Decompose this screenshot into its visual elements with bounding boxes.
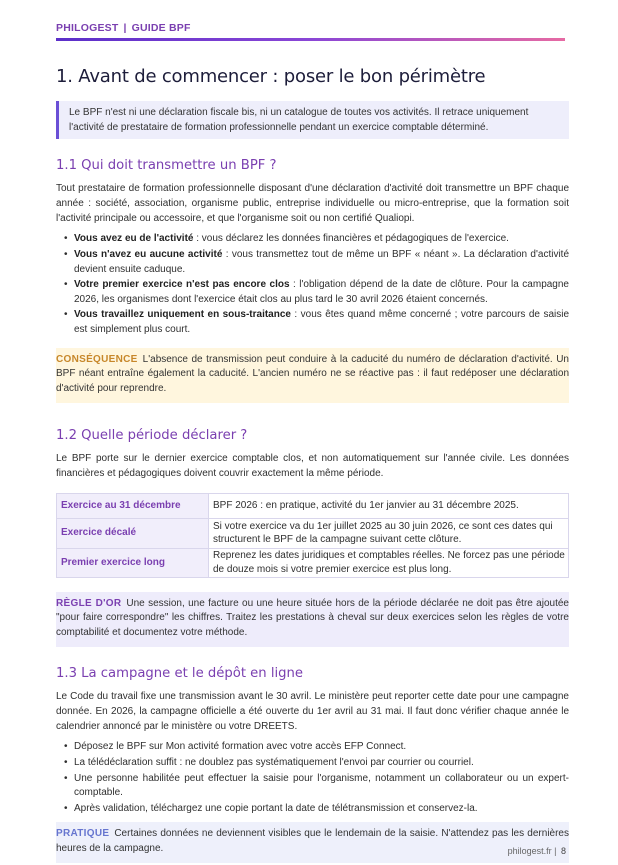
callout-tag: CONSÉQUENCE — [56, 353, 138, 365]
table-row — [57, 493, 569, 518]
list-item: • Après validation, téléchargez une copie portant la date de télétransmission et conservez-la. — [56, 802, 569, 817]
header-separator: | — [123, 22, 127, 34]
running-header — [56, 22, 565, 34]
list-item: • Vous avez eu de l'activité : vous déclarez les données financières et pédagogiques de l'exercice. — [56, 232, 569, 247]
chapter-title: 1. Avant de commencer : poser le bon périmètre — [56, 66, 486, 87]
callout-text: Une session, une facture ou une heure située hors de la période déclarée ne doit pas être ajoutée "pour faire correspondre" les chiffres. Traitez les prestations à cheval sur deux exercices selon les règles de votre comptabilité et documentez votre méthode. — [56, 597, 569, 639]
bullet-list-1-3 — [56, 740, 569, 816]
bullet-dot-icon: • — [64, 233, 68, 245]
guide-name: GUIDE BPF — [131, 22, 191, 34]
page-footer — [508, 846, 566, 856]
page-number: 8 — [560, 846, 566, 856]
table-key-cell: Exercice au 31 décembre — [57, 493, 209, 518]
bullet-list-1-1 — [56, 232, 569, 337]
section-title-1-3: 1.3 La campagne et le dépôt en ligne — [56, 665, 304, 681]
section-title-1-2: 1.2 Quelle période déclarer ? — [56, 427, 248, 443]
bullet-dot-icon: • — [64, 741, 68, 753]
table-row — [57, 518, 569, 548]
chapter-lead: Le BPF n'est ni une déclaration fiscale bis, ni un catalogue de toutes vos activités. Il retrace uniquement l'activité de prestataire de formation professionnelle pendant un exercice comptable déterminé. — [56, 101, 569, 139]
footer-site: philogest.fr — [507, 846, 552, 856]
header-gradient-bar — [56, 38, 565, 41]
bullet-dot-icon: • — [64, 279, 68, 291]
period-table — [56, 493, 569, 578]
list-item: • Vous travaillez uniquement en sous-traitance : vous êtes quand même concerné ; votre parcours de saisie est simplement plus court. — [64, 309, 570, 335]
brand-name: PHILOGEST — [56, 22, 119, 34]
table-value-cell: Reprenez les dates juridiques et comptables réelles. Ne forcez pas une période de douze mois si votre premier exercice est plus long. — [209, 548, 569, 577]
bullet-dot-icon: • — [64, 772, 68, 784]
callout-text: L'absence de transmission peut conduire à la caducité du numéro de déclaration d'activité. Un BPF néant entraîne également la caducité. L'ancien numéro ne se réactive pas : il faut redéposer une déclaration d'activité pour reprendre. — [56, 353, 569, 395]
bullet-dot-icon: • — [64, 248, 68, 260]
bullet-dot-icon: • — [64, 756, 68, 768]
practical-callout — [56, 822, 569, 863]
page-header — [56, 22, 565, 41]
table-key-cell: Premier exercice long — [57, 548, 209, 577]
bullet-dot-icon: • — [64, 802, 68, 814]
list-item: • Une personne habilitée peut effectuer la saisie pour l'organisme, notamment un collaborateur ou un expert-comptable. — [64, 772, 569, 799]
list-item: • La télédéclaration suffit : ne doublez pas systématiquement l'envoi par courrier ou courriel. — [56, 756, 569, 771]
table-value-cell: BPF 2026 : en pratique, activité du 1er janvier au 31 décembre 2025. — [209, 493, 569, 518]
callout-tag: RÈGLE D'OR — [56, 597, 122, 609]
section-title-1-1: 1.1 Qui doit transmettre un BPF ? — [56, 158, 277, 173]
consequence-callout — [56, 348, 569, 403]
table-key-cell: Exercice décalé — [57, 518, 209, 548]
section-intro-1-3: Le Code du travail fixe une transmission avant le 30 avril. Le ministère peut reporter cette date pour une campagne donnée. En 2026, la campagne officielle a été ouverte du 1er avril au 31 mai. Il faut donc vérifier chaque année le calendrier annoncé par le ministère ou votre DREETS. — [56, 690, 569, 732]
list-item: • Déposez le BPF sur Mon activité formation avec votre accès EFP Connect. — [56, 740, 569, 755]
page-content — [56, 66, 569, 863]
golden-rule-callout — [56, 592, 569, 647]
callout-tag: PRATIQUE — [56, 828, 110, 840]
table-row — [57, 548, 569, 577]
list-item: • Vous n'avez eu aucune activité : vous transmettez tout de même un BPF « néant ». La déclaration d'activité devient ensuite caduque. — [64, 248, 570, 275]
callout-text: Certaines données ne deviennent visibles que le lendemain de la saisie. N'attendez pas les dernières heures de la campagne. — [56, 828, 569, 855]
section-intro-1-1: Tout prestataire de formation professionnelle disposant d'une déclaration d'activité doit transmettre un BPF chaque année : société, association, organisme public, entreprise individuelle ou micro-entreprise, que la formation soit l'activité principale ou accessoire, et que l'organisme soit ou non certifié Qualiopi. — [56, 183, 569, 224]
footer-separator: | — [554, 846, 557, 856]
bullet-dot-icon: • — [64, 309, 68, 321]
list-item: • Votre premier exercice n'est pas encore clos : l'obligation dépend de la date de clôture. Pour la campagne 2026, les organismes dont l'exercice était clos au plus tard le 30 avril 2026 étaient concernés. — [64, 279, 569, 305]
section-intro-1-2: Le BPF porte sur le dernier exercice comptable clos, et non automatiquement sur l'année civile. Les données financières et pédagogiques doivent couvrir exactement la même période. — [56, 452, 569, 479]
table-value-cell: Si votre exercice va du 1er juillet 2025 au 30 juin 2026, ce sont ces dates qui structurent le BPF de la campagne suivant cette clôture. — [209, 518, 569, 548]
